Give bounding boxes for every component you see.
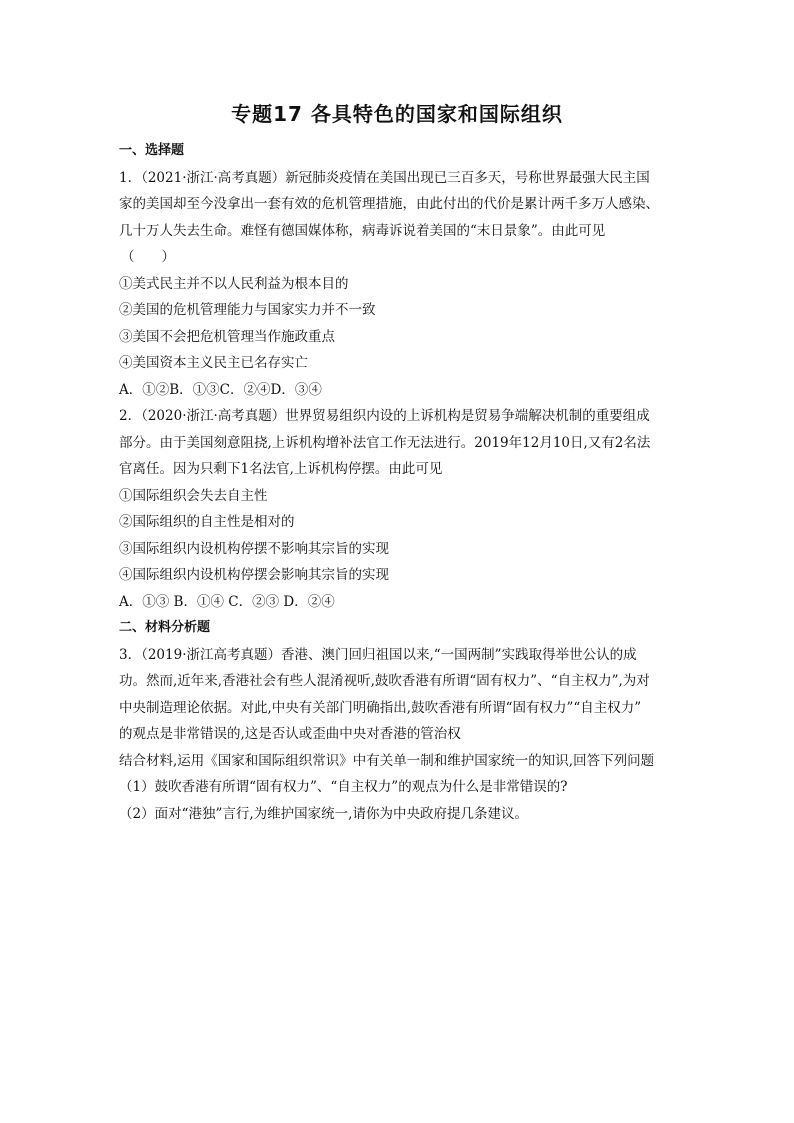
question-2 [119,403,691,615]
question-text-line: 功。然而,近年来,香港社会有些人混淆视听,鼓吹香港有所谓“固有权力”、“自主权力”,为对 [119,673,650,689]
statement-item: ①美式民主并不以人民利益为根本目的 [119,275,349,292]
sub-question: （1）鼓吹香港有所谓“固有权力”、“自主权力”的观点为什么是非常错误的? [119,779,568,795]
question-text-line: 3．（2019·浙江高考真题）香港、澳门回归祖国以来,“一国两制”实践取得举世公认的成 [119,646,637,663]
question-text-line: 2．（2020·浙江·高考真题）世界贸易组织内设的上诉机构是贸易争端解决机制的重要组成 [119,408,650,424]
question-text-line: 几十万人失去生命。难怪有德国媒体称，病毒诉说着美国的“末日景象”。由此可见 [119,222,606,239]
section-heading-choice: 一、选择题 [119,143,185,158]
statement-item: ④美国资本主义民主已名存实亡 [119,355,308,371]
answer-options: A．①③ B．①④ C．②③ D．②④ [119,593,335,610]
page-title: 专题17 各具特色的国家和国际组织 [231,102,563,126]
question-3 [119,642,691,828]
question-1 [119,165,691,404]
section-heading-analysis: 二、材料分析题 [119,620,211,635]
statement-item: ②国际组织的自主性是相对的 [119,514,295,530]
question-text-line: 中央制造理论依据。对此,中央有关部门明确指出,鼓吹香港有所谓“固有权力”“自主权力” [119,699,642,716]
question-text-line: 部分。由于美国刻意阻挠,上诉机构增补法官工作无法进行。2019年12月10日,又有2名法 [119,434,651,451]
statement-item: ④国际组织内设机构停摆会影响其宗旨的实现 [119,567,389,583]
question-text-line: 家的美国却至今没拿出一套有效的危机管理措施，由此付出的代价是累计两千多万人感染、 [119,196,659,212]
sub-question: （2）面对“港独”言行,为维护国家统一,请你为中央政府提几条建议。 [119,805,528,822]
statement-item: ③国际组织内设机构停摆不影响其宗旨的实现 [119,540,389,557]
question-text-line: 官离任。因为只剩下1名法官,上诉机构停摆。由此可见 [119,461,443,477]
question-text-line: 结合材料,运用《国家和国际组织常识》中有关单一制和维护国家统一的知识,回答下列问题 [119,752,655,769]
answer-options: A．①②B．①③C．②④D．③④ [119,381,322,398]
statement-item: ①国际组织会失去自主性 [119,487,268,504]
question-text-line: 1．（2021·浙江·高考真题）新冠肺炎疫情在美国出现已三百多天，号称世界最强大民主国 [119,169,650,186]
question-text-line: 的观点是非常错误的,这是否认或歪曲中央对香港的管治权 [119,726,461,742]
statement-item: ③美国不会把危机管理当作施政重点 [119,328,335,345]
statement-item: ②美国的危机管理能力与国家实力并不一致 [119,302,376,318]
answer-bracket: （ ） [121,249,175,265]
document-body [119,138,691,827]
